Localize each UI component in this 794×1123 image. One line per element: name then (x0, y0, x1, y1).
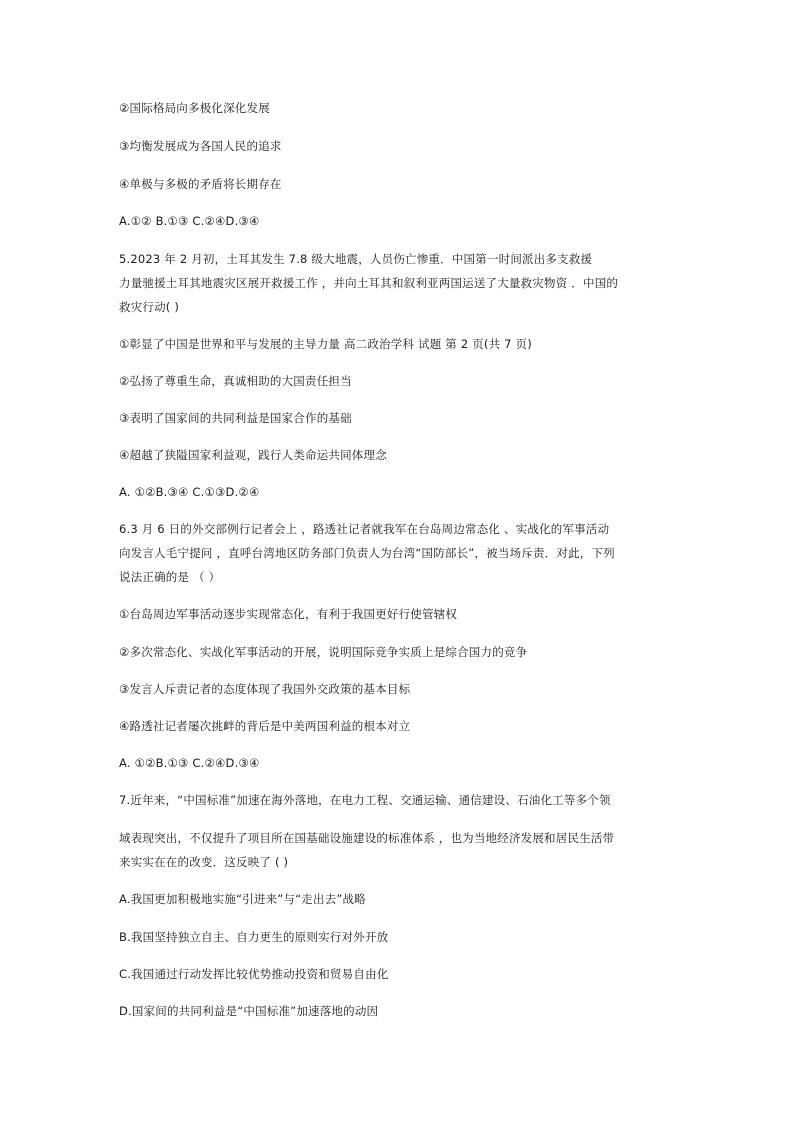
option-line: ②弘扬了尊重生命，真诚相助的大国责任担当 (119, 374, 352, 388)
option-line: ④单极与多极的矛盾将长期存在 (119, 177, 282, 191)
answer-choices: A. ①②B.①③ C.②④D.③④ (119, 756, 260, 770)
question-7-text: 来实实在在的改变．这反映了 ( ) (119, 855, 289, 869)
option-c: C.我国通过行动发挥比较优势推动投资和贸易自由化 (119, 967, 389, 981)
option-line: ③表明了国家间的共同利益是国家合作的基础 (119, 411, 352, 425)
question-6-text: 说法正确的是 （ ） (119, 570, 221, 584)
option-line: ④超越了狭隘国家利益观，践行人类命运共同体理念 (119, 448, 387, 462)
option-line: ③均衡发展成为各国人民的追求 (119, 139, 282, 153)
question-5-text: 救灾行动( ) (119, 300, 180, 314)
question-6-text: 向发言人毛宁提问 ，直呼台湾地区防务部门负责人为台湾“国防部长”，被当场斥责．对此，下列 (119, 546, 615, 560)
answer-choices: A.①② B.①③ C.②④D.③④ (119, 214, 260, 228)
question-7-text: 7.近年来，“中国标准”加速在海外落地，在电力工程、交通运输、通信建设、石油化工等多个领 (119, 793, 611, 807)
option-line: ④路透社记者屡次挑衅的背后是中美两国利益的根本对立 (119, 719, 411, 733)
option-line: ①彰显了中国是世界和平与发展的主导力量 高二政治学科 试题 第 2 页(共 7 页) (119, 337, 532, 351)
answer-choices: A. ①②B.③④ C.①③D.②④ (119, 485, 260, 499)
question-7-text: 域表现突出，不仅提升了项目所在国基础设施建设的标准体系 ，也为当地经济发展和居民生活带 (119, 831, 615, 845)
option-line: ①台岛周边军事活动逐步实现常态化，有利于我国更好行使管辖权 (119, 607, 458, 621)
option-d: D.国家间的共同利益是“中国标准”加速落地的动因 (119, 1004, 379, 1018)
question-5-text: 力量驰援土耳其地震灾区展开救援工作 ，并向土耳其和叙利亚两国运送了大量救灾物资 ．中国的 (119, 276, 619, 290)
question-5-text: 5.2023 年 2 月初，土耳其发生 7.8 级大地震，人员伤亡惨重．中国第一时间派出多支救援 (119, 252, 593, 266)
option-line: ③发言人斥责记者的态度体现了我国外交政策的基本目标 (119, 682, 411, 696)
option-line: ②国际格局向多极化深化发展 (119, 101, 270, 115)
option-line: ②多次常态化、实战化军事活动的开展，说明国际竞争实质上是综合国力的竞争 (119, 645, 528, 659)
option-a: A.我国更加积极地实施“引进来”与“走出去”战略 (119, 892, 366, 906)
question-6-text: 6.3 月 6 日的外交部例行记者会上 ，路透社记者就我军在台岛周边常态化 、实战化的军事活动 (119, 522, 610, 536)
option-b: B.我国坚持独立自主、自力更生的原则实行对外开放 (119, 930, 389, 944)
